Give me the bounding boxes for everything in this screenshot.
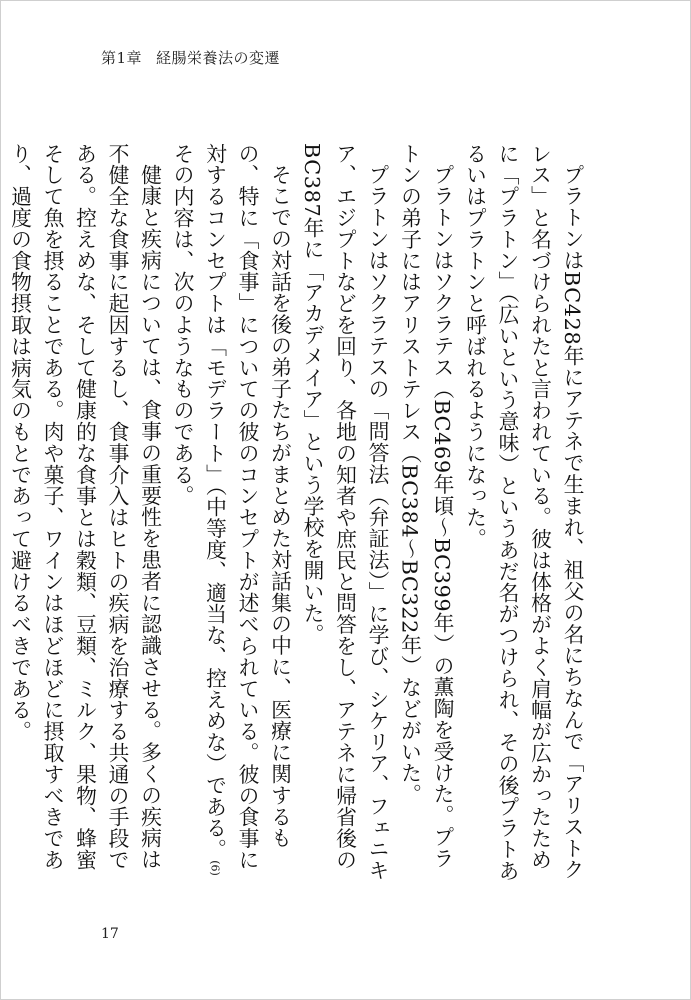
paragraph-plato-teacher: プラトンはソクラテス（BC469年頃〜BC399年）の薫陶を受けた。プラトンの弟子にはアリストテレス（BC384〜BC322年）などがいた。 — [397, 143, 454, 869]
chapter-title: 経腸栄養法の変遷 — [156, 49, 281, 67]
running-header — [101, 47, 280, 68]
vertical-body-text — [0, 143, 588, 885]
paragraph-health-diet: 健康と疾病については、食事の重要性を患者に認識させる。多くの疾病は不健全な食事に起因するし、食事介入はヒトの疾病を治療する共通の手段である。控えめな、そして健康的な食事とは穀類、豆類、ミルク、果物、蜂蜜そして魚を摂ることである。肉や菓子、ワインはほどほどに摂取すべきであり、過度の食物摂取は病気のもとであって避けるべきである。 — [7, 143, 162, 871]
paragraph-dialogues-before: そこでの対話を後の弟子たちがまとめた対話集の中に、医療に関するもの、特に「食事」についての彼のコンセプトが述べられている。彼の食事に対するコンセプトは「モデラート」（中等度、適当な、控えめな）である。 — [202, 143, 292, 871]
chapter-label: 第1章 — [101, 49, 143, 67]
footnote-reference: (6) — [208, 860, 222, 876]
paragraph-dialogues-after: その内容は、次のようなものである。 — [170, 143, 194, 507]
paragraph-dialogues — [166, 143, 296, 885]
page-number: 17 — [101, 926, 119, 942]
paragraph-plato-birth: プラトンはBC428年にアテネで生まれ、祖父の名にちなんで「アリストクレス」と名づけられたと言われている。彼は体格がよく肩幅が広かったために「プラトン」（広いという意味）というあだ名がつけられ、その後プラトあるいはプラトンと呼ばれるようになった。 — [462, 143, 584, 882]
paragraph-academy: プラトンはソクラテスの「問答法（弁証法）」に学び、シケリア、フェニキア、エジプトなどを回り、各地の知者や庶民と問答をし、アテネに帰省後のBC387年に「アカデメイア」という学校を開いた。 — [300, 143, 389, 881]
paragraph-olive-oil — [0, 143, 3, 885]
